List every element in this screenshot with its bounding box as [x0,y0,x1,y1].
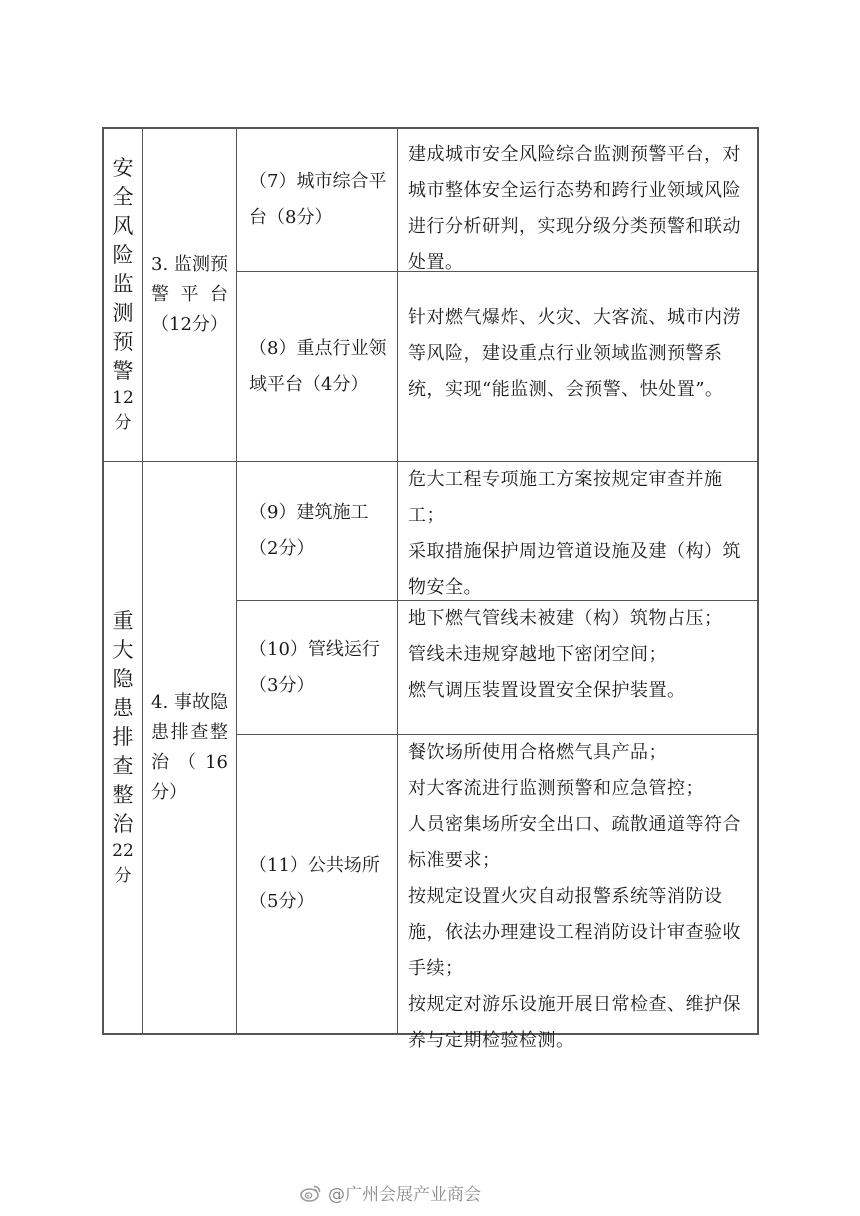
category-char: 重 [112,608,134,633]
category-unit: 分 [114,413,132,433]
subcategory-cell [143,462,236,1033]
item-name: （10）管线运行（3分） [249,638,380,696]
category-char: 测 [112,301,134,325]
requirement-text: 燃气调压装置设置安全保护装置。 [408,680,686,701]
watermark-text: @广州会展产业商会 [328,1185,481,1205]
requirement-text: 对大客流进行监测预警和应急管控； [408,778,704,799]
requirement-text: 危大工程专项施工方案按规定审查并施工； [408,469,723,526]
item-name: （8）重点行业领域平台（4分） [249,337,387,395]
item-name-cell [237,272,397,461]
item-name: （11）公共场所（5分） [249,855,380,912]
requirement-cell [398,735,757,1051]
requirement-cell [398,601,757,734]
subcategory-label: 4. 事故隐患排查整治（16分） [151,691,228,803]
category-char: 排 [112,724,134,749]
item-name: （7）城市综合平台（8分） [249,171,387,228]
category-cell [104,462,142,1033]
item-name-cell [237,462,397,600]
category-char: 监 [112,272,134,296]
requirement-text: 人员密集场所安全出口、疏散通道等符合标准要求； [408,814,741,871]
scoring-table [102,127,759,1051]
requirement-text: 地下燃气管线未被建（构）筑物占压； [408,608,723,629]
category-char: 险 [112,243,134,267]
requirement-text: 管线未违规穿越地下密闭空间； [408,644,667,665]
category-char: 安 [112,156,134,180]
item-name-cell [237,735,397,1033]
category-char: 治 [112,811,134,836]
category-char: 隐 [112,666,134,691]
category-char: 整 [112,782,134,807]
category-char: 警 [112,359,134,383]
category-score: 22 [112,840,134,861]
requirement-text: 建成城市安全风险综合监测预警平台，对城市整体安全运行态势和跨行业领域风险进行分析研判，实现分级分类预警和联动处置。 [408,144,741,273]
weibo-icon [300,1184,322,1202]
subcategory-label: 3. 监测预警平台（12分） [151,254,228,335]
category-char: 患 [112,695,134,720]
category-cell [104,129,142,461]
requirement-text: 餐饮场所使用合格燃气具产品； [408,742,667,763]
category-char: 全 [112,185,134,209]
subcategory-cell [143,129,236,461]
requirement-text: 按规定设置火灾自动报警系统等消防设施，依法办理建设工程消防设计审查验收手续； [408,886,741,979]
requirement-text: 采取措施保护周边管道设施及建（构）筑物安全。 [408,541,741,598]
watermark [300,1180,570,1205]
requirement-cell [398,272,757,461]
requirement-text: 针对燃气爆炸、火灾、大客流、城市内涝等风险，建设重点行业领域监测预警系统，实现“能监测、会预警、快处置”。 [408,307,741,400]
item-name-cell [237,601,397,734]
requirement-cell [398,462,757,600]
requirement-cell [398,129,757,271]
requirement-text: 按规定对游乐设施开展日常检查、维护保养与定期检验检测。 [408,994,741,1051]
category-char: 风 [112,214,134,238]
category-unit: 分 [114,865,132,886]
category-score: 12 [112,388,134,408]
category-char: 预 [112,330,134,354]
item-name-cell [237,129,397,271]
item-name: （9）建筑施工（2分） [249,502,369,559]
category-char: 查 [112,753,134,778]
category-char: 大 [112,637,134,662]
